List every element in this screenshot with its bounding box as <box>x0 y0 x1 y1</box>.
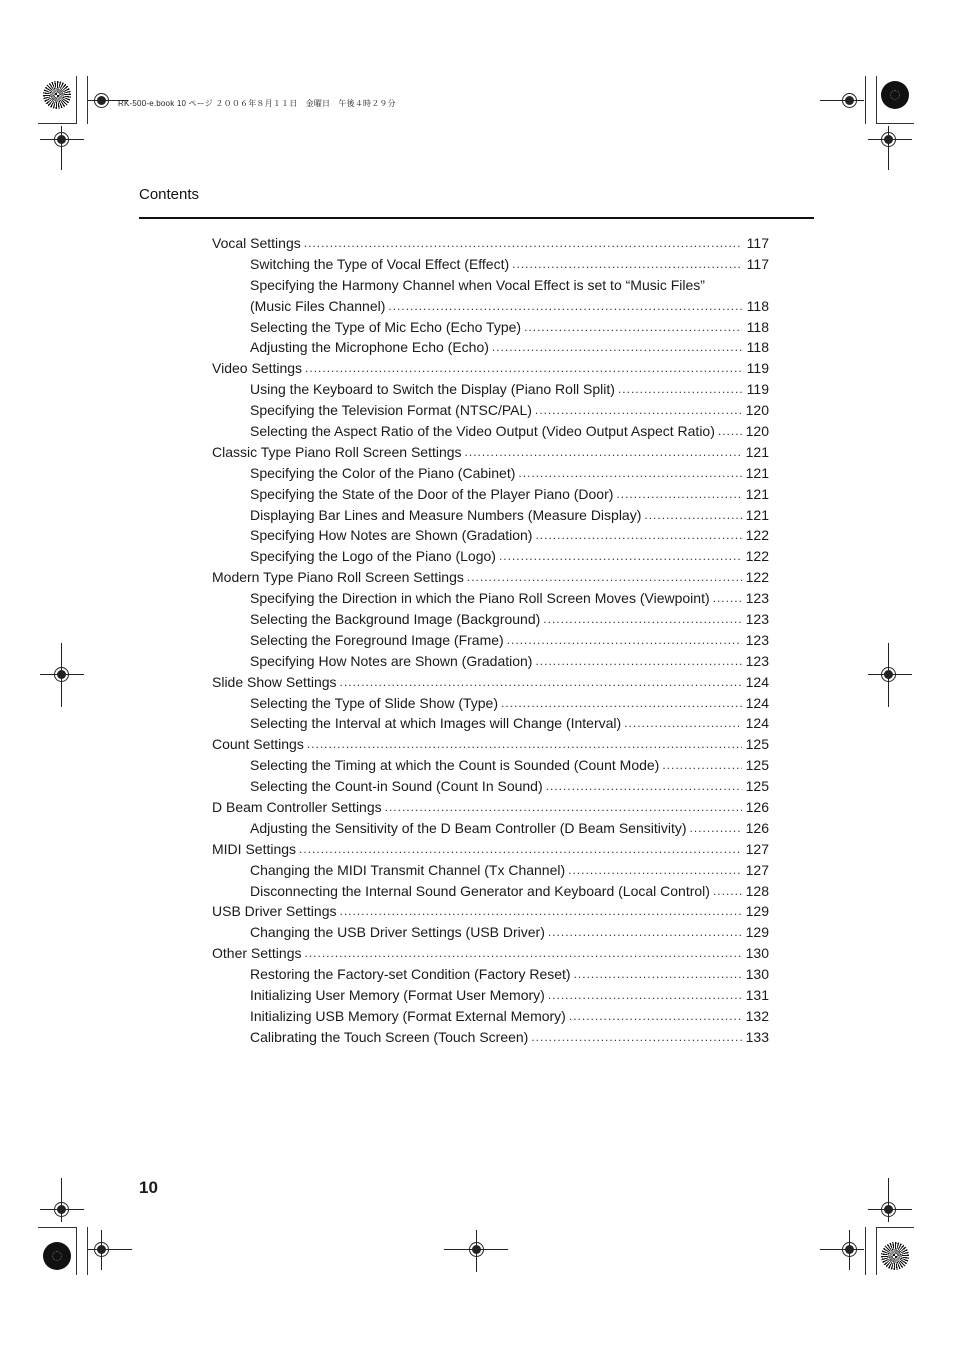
toc-section-entry[interactable] <box>212 672 769 693</box>
toc-entry-title: Selecting the Type of Slide Show (Type) <box>250 694 498 711</box>
toc-entry-page: 127 <box>745 861 769 878</box>
dot-leader <box>548 985 742 1006</box>
toc-entry-page: 125 <box>745 757 769 774</box>
toc-entry-title: Displaying Bar Lines and Measure Numbers (Measure Display) <box>250 506 642 523</box>
toc-entry-title: Vocal Settings <box>212 234 301 251</box>
dot-leader <box>713 588 742 609</box>
toc-entry-title: Specifying the Color of the Piano (Cabinet) <box>250 464 516 481</box>
registration-line <box>888 643 889 707</box>
toc-entry-page: 121 <box>745 464 769 481</box>
toc-entry-page: 118 <box>746 297 769 314</box>
toc-entry[interactable] <box>212 379 769 400</box>
registration-line <box>888 1178 889 1222</box>
crop-line <box>876 1227 877 1275</box>
registration-line <box>61 126 62 170</box>
dot-leader <box>535 400 742 421</box>
crop-line <box>87 1227 88 1275</box>
dot-leader <box>569 1006 742 1027</box>
section-title: Contents <box>139 186 200 203</box>
toc-entry-page: 122 <box>745 527 769 544</box>
toc-entry-title: Specifying the Television Format (NTSC/PAL) <box>250 402 532 419</box>
toc-entry-page: 131 <box>745 987 769 1004</box>
dot-leader <box>512 254 742 275</box>
dot-leader <box>546 776 742 797</box>
toc-entry-title: Selecting the Background Image (Background) <box>250 611 541 628</box>
registration-target-bottom-left <box>43 1242 71 1270</box>
dot-leader <box>548 922 742 943</box>
toc-entry-title: Selecting the Count-in Sound (Count In Sound) <box>250 778 543 795</box>
toc-entry[interactable] <box>212 588 769 609</box>
toc-entry-title: Calibrating the Touch Screen (Touch Screen) <box>250 1028 529 1045</box>
toc-entry[interactable] <box>212 881 769 902</box>
registration-line <box>88 1249 132 1250</box>
toc-entry-title: MIDI Settings <box>212 840 297 857</box>
crop-line <box>76 76 77 124</box>
toc-entry-page: 124 <box>745 694 769 711</box>
toc-entry[interactable] <box>212 400 769 421</box>
toc-entry[interactable] <box>212 1027 769 1048</box>
toc-entry[interactable] <box>212 525 769 546</box>
toc-entry-title: Other Settings <box>212 945 302 962</box>
toc-entry-title: Using the Keyboard to Switch the Display (Piano Roll Split) <box>250 381 615 398</box>
toc-entry-page: 121 <box>745 485 769 502</box>
dot-leader <box>713 881 742 902</box>
toc-entry[interactable] <box>212 755 769 776</box>
toc-entry-title: Specifying the Harmony Channel when Vocal Effect is set to “Music Files” <box>250 276 705 293</box>
toc-entry-title: Slide Show Settings <box>212 673 337 690</box>
registration-line <box>868 139 912 140</box>
toc-entry-continuation[interactable] <box>212 296 769 317</box>
dot-leader <box>624 713 742 734</box>
dot-leader <box>339 901 742 922</box>
toc-section-entry[interactable] <box>212 839 769 860</box>
toc-entry[interactable] <box>212 776 769 797</box>
toc-entry-page: 123 <box>745 590 769 607</box>
toc-entry-title: Selecting the Interval at which Images will Change (Interval) <box>250 715 622 732</box>
dot-leader <box>535 651 742 672</box>
toc-entry[interactable] <box>212 546 769 567</box>
crop-line <box>76 1227 77 1275</box>
toc-section-entry[interactable] <box>212 734 769 755</box>
toc-entry[interactable] <box>212 713 769 734</box>
toc-entry-page: 123 <box>745 631 769 648</box>
table-of-contents <box>212 233 769 1048</box>
toc-entry-title: Modern Type Piano Roll Screen Settings <box>212 569 464 586</box>
toc-section-entry[interactable] <box>212 567 769 588</box>
dot-leader <box>465 442 742 463</box>
registration-line <box>888 126 889 170</box>
toc-entry-page: 122 <box>745 569 769 586</box>
crop-line <box>876 1227 914 1228</box>
toc-entry-title: Count Settings <box>212 736 304 753</box>
toc-entry-title: D Beam Controller Settings <box>212 799 382 816</box>
registration-target-top-left <box>43 81 71 109</box>
dot-leader <box>492 337 742 358</box>
toc-entry-title: Adjusting the Microphone Echo (Echo) <box>250 339 489 356</box>
toc-entry-title: Specifying the Direction in which the Piano Roll Screen Moves (Viewpoint) <box>250 590 710 607</box>
toc-entry-page: 123 <box>745 652 769 669</box>
toc-entry[interactable] <box>212 317 769 338</box>
toc-entry-title: Selecting the Foreground Image (Frame) <box>250 631 504 648</box>
toc-entry[interactable] <box>212 463 769 484</box>
toc-entry-page: 117 <box>746 234 769 251</box>
toc-entry[interactable] <box>212 275 769 296</box>
registration-line <box>476 1230 477 1272</box>
toc-entry[interactable] <box>212 609 769 630</box>
dot-leader <box>305 943 743 964</box>
registration-target-bottom-right <box>881 1242 909 1270</box>
toc-entry-page: 120 <box>745 423 769 439</box>
dot-leader <box>340 672 742 693</box>
toc-entry-page: 132 <box>745 1007 769 1024</box>
dot-leader <box>644 505 742 526</box>
toc-entry[interactable] <box>212 254 769 275</box>
dot-leader <box>524 317 742 338</box>
dot-leader <box>718 421 742 442</box>
registration-line <box>820 1249 864 1250</box>
toc-entry-page: 117 <box>746 255 769 272</box>
toc-entry[interactable] <box>212 337 769 358</box>
toc-entry[interactable] <box>212 505 769 526</box>
toc-entry-title: Selecting the Timing at which the Count is Sounded (Count Mode) <box>250 757 660 774</box>
toc-entry-page: 121 <box>745 443 769 460</box>
toc-entry-title: Changing the MIDI Transmit Channel (Tx Channel) <box>250 861 566 878</box>
toc-entry-page: 118 <box>746 339 769 356</box>
crop-line <box>38 123 76 124</box>
toc-section-entry[interactable] <box>212 797 769 818</box>
toc-entry-title: Disconnecting the Internal Sound Generator and Keyboard (Local Control) <box>250 882 710 899</box>
toc-entry-page: 125 <box>745 778 769 795</box>
toc-entry-page: 126 <box>745 819 769 836</box>
page-number: 10 <box>139 1178 158 1197</box>
toc-entry-page: 130 <box>745 966 769 983</box>
toc-entry-title: Specifying How Notes are Shown (Gradation) <box>250 527 533 544</box>
toc-entry-page: 119 <box>746 360 769 377</box>
toc-entry-page: 122 <box>745 548 769 565</box>
toc-entry[interactable] <box>212 421 769 442</box>
toc-entry-title: Classic Type Piano Roll Screen Settings <box>212 443 462 460</box>
dot-leader <box>467 567 742 588</box>
crop-line <box>865 1227 866 1275</box>
print-slug: RK-500-e.book 10 ページ ２００６年８月１１日 金曜日 午後４時２９分 <box>118 99 396 108</box>
toc-entry[interactable] <box>212 985 769 1006</box>
dot-leader <box>662 755 742 776</box>
dot-leader <box>507 630 742 651</box>
dot-leader <box>307 734 742 755</box>
toc-entry[interactable] <box>212 693 769 714</box>
toc-entry-page: 123 <box>745 611 769 628</box>
dot-leader <box>690 818 742 839</box>
dot-leader <box>385 797 742 818</box>
toc-entry-title: Specifying the Logo of the Piano (Logo) <box>250 548 496 565</box>
toc-entry-title: USB Driver Settings <box>212 903 337 920</box>
toc-entry-page: 121 <box>745 506 769 523</box>
dot-leader <box>518 463 742 484</box>
dot-leader <box>388 296 742 317</box>
toc-entry[interactable] <box>212 1006 769 1027</box>
registration-line <box>40 674 84 675</box>
crop-line <box>876 76 877 124</box>
toc-entry-title: Specifying How Notes are Shown (Gradation) <box>250 652 533 669</box>
dot-leader <box>305 358 742 379</box>
toc-entry-page: 130 <box>745 945 769 962</box>
toc-entry-page: 128 <box>745 882 769 899</box>
toc-entry-title: Initializing User Memory (Format User Memory) <box>250 987 545 1004</box>
toc-entry-page: 120 <box>745 402 769 419</box>
toc-entry-title: Initializing USB Memory (Format External Memory) <box>250 1007 566 1024</box>
toc-entry-title: Selecting the Type of Mic Echo (Echo Type) <box>250 318 522 335</box>
crop-line <box>865 76 866 124</box>
toc-section-entry[interactable] <box>212 902 769 923</box>
toc-entry-page: 129 <box>745 924 769 941</box>
toc-entry[interactable] <box>212 964 769 985</box>
crop-line <box>876 123 914 124</box>
registration-line <box>849 1230 850 1270</box>
toc-entry[interactable] <box>212 818 769 839</box>
toc-entry[interactable] <box>212 651 769 672</box>
toc-entry-page: 129 <box>745 903 769 920</box>
registration-line <box>61 643 62 707</box>
dot-leader <box>543 609 742 630</box>
toc-entry-page: 124 <box>745 673 769 690</box>
toc-entry[interactable] <box>212 860 769 881</box>
toc-entry-page: 124 <box>745 715 769 732</box>
toc-entry-title: Selecting the Aspect Ratio of the Video Output (Video Output Aspect Ratio) <box>250 423 715 439</box>
toc-entry-title: Switching the Type of Vocal Effect (Effect) <box>250 255 510 272</box>
toc-entry[interactable] <box>212 630 769 651</box>
toc-entry-title: Adjusting the Sensitivity of the D Beam Controller (D Beam Sensitivity) <box>250 819 687 836</box>
dot-leader <box>616 484 742 505</box>
toc-entry-page: 118 <box>746 318 769 335</box>
toc-section-entry[interactable] <box>212 358 769 379</box>
toc-entry-page: 127 <box>745 840 769 857</box>
toc-section-entry[interactable] <box>212 233 769 254</box>
toc-entry-title: Changing the USB Driver Settings (USB Driver) <box>250 924 545 941</box>
toc-entry-title: Video Settings <box>212 360 303 377</box>
registration-line <box>40 1209 84 1210</box>
toc-entry-title: Restoring the Factory-set Condition (Factory Reset) <box>250 966 571 983</box>
toc-entry[interactable] <box>212 922 769 943</box>
registration-line <box>820 100 864 101</box>
toc-section-entry[interactable] <box>212 442 769 463</box>
registration-line <box>101 1230 102 1270</box>
toc-entry[interactable] <box>212 484 769 505</box>
registration-line <box>61 1178 62 1222</box>
toc-entry-page: 125 <box>745 736 769 753</box>
toc-entry-page: 119 <box>746 381 769 398</box>
dot-leader <box>501 693 742 714</box>
registration-target-top-right <box>881 81 909 109</box>
dot-leader <box>531 1027 742 1048</box>
dot-leader <box>499 546 742 567</box>
registration-line <box>868 1209 912 1210</box>
toc-entry-page: 126 <box>745 799 769 816</box>
dot-leader <box>574 964 742 985</box>
header-rule <box>139 217 814 219</box>
toc-entry-title: Specifying the State of the Door of the Player Piano (Door) <box>250 485 614 502</box>
dot-leader <box>299 839 742 860</box>
registration-line <box>40 139 84 140</box>
toc-entry-title: (Music Files Channel) <box>250 297 386 314</box>
toc-section-entry[interactable] <box>212 943 769 964</box>
toc-entry-page: 133 <box>745 1028 769 1045</box>
registration-line <box>868 674 912 675</box>
crop-line <box>38 1227 76 1228</box>
dot-leader <box>568 860 742 881</box>
dot-leader <box>535 525 742 546</box>
dot-leader <box>304 233 742 254</box>
dot-leader <box>618 379 742 400</box>
